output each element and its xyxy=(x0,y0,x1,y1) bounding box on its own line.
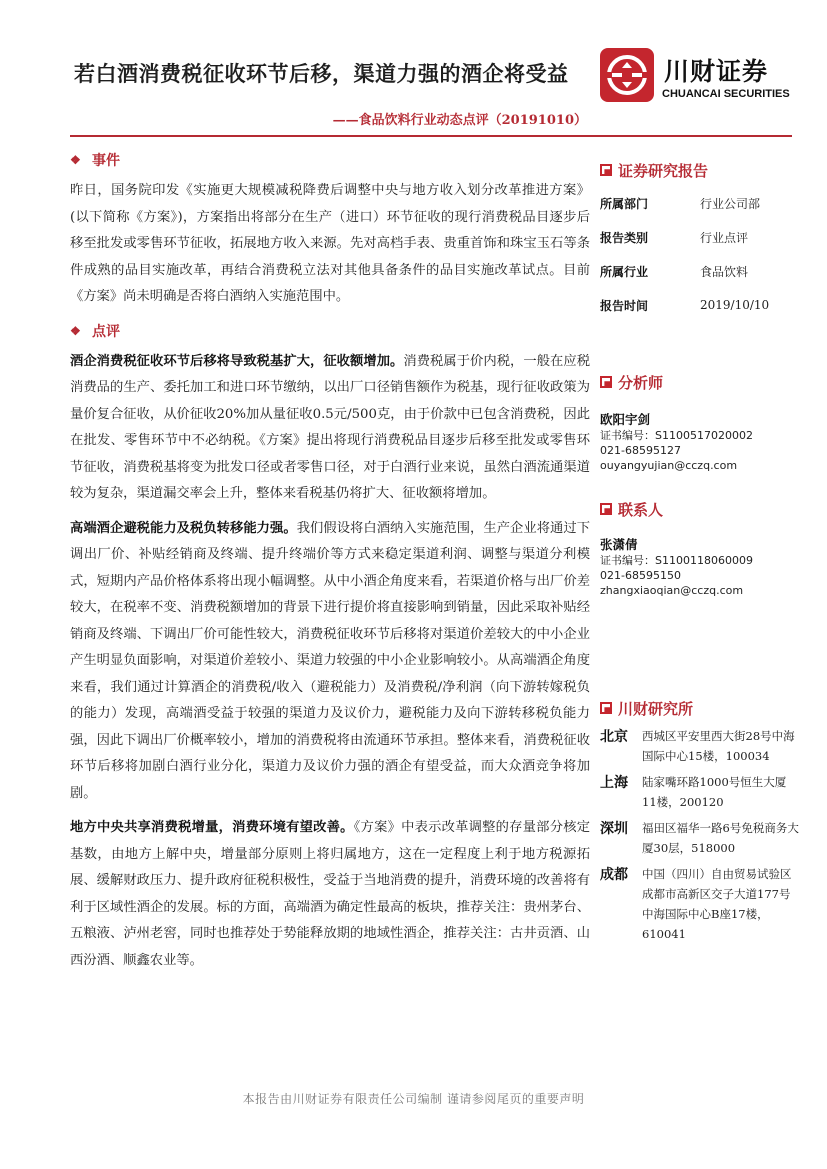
office-city: 成都 xyxy=(600,867,628,883)
office-city: 北京 xyxy=(600,729,628,745)
paragraph-body: 消费税属于价内税，一般在应税消费品的生产、委托加工和进口环节缴纳，以出厂口径销售额作为税基，现行征收政策为量价复合征收，从价征收20%加从量征收0.5元/500克，由于价款中已包含消费税，因此在批发、零售环节中不必纳税。《方案》提出将现行消费税品目逐步后移至批发或零售环节征收，消费税基将变为批发口径或者零售口径，对于白酒行业来说，虽然白酒流通渠道较为复杂，渠道漏交率会上升，整体来看税基仍将扩大、征收额将增加。 xyxy=(70,353,591,501)
comment-paragraph xyxy=(70,815,590,974)
paragraph-body: 《方案》中表示改革调整的存量部分核定基数，由地方上解中央，增量部分原则上将归属地方，这在一定程度上利于地方税源拓展、缓解财政压力、提升政府征税积极性，受益于当地消费的提升，消费环境的改善将有利于区域性酒企的发展。标的方面，高端酒为确定性最高的板块，推荐关注：贵州茅台、五粮液、泸州老窖，同时也推荐处于势能释放期的地域性酒企，推荐关注：古井贡酒、山西汾酒、顺鑫农业等。 xyxy=(70,820,591,968)
report-title: 若白酒消费税征收环节后移，渠道力强的酒企将受益 xyxy=(74,61,569,86)
meta-key: 所属部门 xyxy=(600,196,649,211)
office-text: 陆家嘴环路1000号恒生大厦11楼，200120 xyxy=(642,775,787,809)
meta-key: 报告类别 xyxy=(600,230,649,245)
meta-row xyxy=(600,186,800,220)
event-text: 昨日，国务院印发《实施更大规模减税降费后调整中央与地方收入划分改革推进方案》(以下简称《方案》)，方案指出将部分在生产（进口）环节征收的现行消费税品目逐步后移至批发或零售环节征收，拓展地方收入来源。先对高档手表、贵重首饰和珠宝玉石等条件成熟的品目实施改革，再结合消费税立法对其他具备条件的品目实施改革试点。目前《方案》尚未明确是否将白酒纳入实施范围中。 xyxy=(70,183,590,304)
meta-value: 2019/10/10 xyxy=(700,298,770,312)
meta-row xyxy=(600,254,800,288)
meta-value: 食品饮料 xyxy=(700,264,749,279)
meta-key: 报告时间 xyxy=(600,298,649,313)
contact-phone: 021-68595150 xyxy=(600,569,681,582)
header-divider xyxy=(70,135,792,137)
office-address xyxy=(600,818,800,858)
office-city: 深圳 xyxy=(600,821,628,837)
main-content xyxy=(70,150,590,974)
page-footer: 本报告由川财证券有限责任公司编制 谨请参阅尾页的重要声明 xyxy=(242,1092,585,1106)
diamond-bullet-icon: ❖ xyxy=(70,153,81,167)
contact-heading: 联系人 xyxy=(600,499,800,519)
comment-paragraph xyxy=(70,516,590,808)
logo-name-en: CHUANCAI SECURITIES xyxy=(662,88,790,100)
report-info-heading: 证券研究报告 xyxy=(600,160,800,180)
meta-key: 所属行业 xyxy=(600,264,649,279)
logo-mark-icon xyxy=(600,48,654,102)
meta-value: 行业点评 xyxy=(700,230,749,245)
analyst-cert: 证书编号：S1100517020002 xyxy=(600,429,753,442)
office-text: 中国（四川）自由贸易试验区成都市高新区交子大道177号中海国际中心B座17楼，610041 xyxy=(642,867,792,941)
comment-heading-label: 点评 xyxy=(92,323,120,340)
analyst-phone: 021-68595127 xyxy=(600,444,681,457)
meta-value: 行业公司部 xyxy=(700,196,761,211)
paragraph-lead: 酒企消费税征收环节后移将导致税基扩大，征收额增加。 xyxy=(70,353,404,369)
meta-row xyxy=(600,288,800,322)
comment-heading xyxy=(70,321,590,341)
office-text: 福田区福华一路6号免税商务大厦30层，518000 xyxy=(642,821,799,855)
analyst-name: 欧阳宇剑 xyxy=(600,412,651,427)
institute-heading: 川财研究所 xyxy=(600,698,800,718)
office-address xyxy=(600,864,800,944)
paragraph-lead: 地方中央共享消费税增量，消费环境有望改善。 xyxy=(70,820,354,835)
contact-cert: 证书编号：S1100118060009 xyxy=(600,554,753,567)
sidebar xyxy=(600,160,800,944)
paragraph-lead: 高端酒企避税能力及税负转移能力强。 xyxy=(70,520,297,536)
paragraph-body: 我们假设将白酒纳入实施范围，生产企业将通过下调出厂价、补贴经销商及终端、提升终端价等方式来稳定渠道利润、调整与渠道分利模式，短期内产品价格体系将出现小幅调整。从中小酒企角度来看，若渠道价格与出厂价差较大，在税率不变、消费税额增加的背景下进行提价将直接影响到销量，因此采取补贴经销商及终端、下调出厂价可能性较大，消费税征收环节后移将对渠道价差较大的中小企业产生明显负面影响，对渠道价差较小、渠道力较强的中小企业影响较小。从高端酒企角度来看，我们通过计算酒企的消费税/收入（避税能力）及消费税/净利润（向下游转嫁税负的能力）发现，高端酒受益于较强的渠道力及议价力，避税能力及向下游转移税负能力强，因此下调出厂价概率较小，增加的消费税将由流通环节承担。整体来看，消费税征收环节后移将加剧白酒行业分化，渠道力及议价力强的酒企有望受益，而大众酒竞争将加剧。 xyxy=(70,520,591,801)
comment-paragraph xyxy=(70,349,590,508)
section-marker-icon xyxy=(600,164,612,176)
office-address xyxy=(600,726,800,766)
diamond-bullet-icon: ❖ xyxy=(70,323,81,338)
logo-name-cn: 川财证券 xyxy=(664,57,769,86)
analyst-heading: 分析师 xyxy=(600,372,800,392)
contact-name: 张潇倩 xyxy=(600,537,638,552)
meta-row xyxy=(600,220,800,254)
company-logo xyxy=(600,46,800,106)
contact-email[interactable]: zhangxiaoqian@cczq.com xyxy=(600,584,744,597)
report-subtitle: ——食品饮料行业动态点评（20191010） xyxy=(332,113,587,128)
office-text: 西城区平安里西大街28号中海国际中心15楼，100034 xyxy=(642,729,795,763)
office-address xyxy=(600,772,800,812)
section-marker-icon xyxy=(600,376,612,388)
event-heading xyxy=(70,150,590,170)
office-city: 上海 xyxy=(600,775,628,791)
section-marker-icon xyxy=(600,503,612,515)
analyst-email[interactable]: ouyangyujian@cczq.com xyxy=(600,459,738,472)
section-marker-icon xyxy=(600,702,612,714)
event-heading-label: 事件 xyxy=(92,153,120,169)
